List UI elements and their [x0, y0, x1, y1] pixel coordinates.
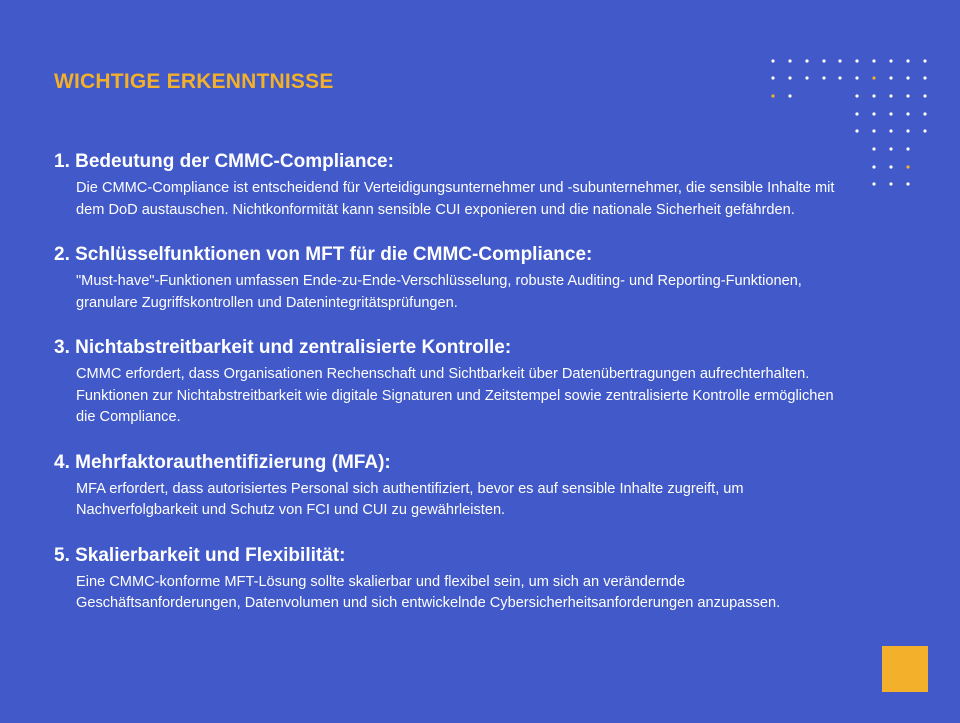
decorative-dot	[855, 129, 858, 132]
decorative-dot	[805, 76, 808, 79]
list-item	[54, 451, 844, 522]
item-title: 1. Bedeutung der CMMC-Compliance:	[54, 151, 394, 172]
decorative-dot	[906, 112, 909, 115]
list-item	[54, 243, 844, 314]
decorative-dot	[788, 94, 791, 97]
list-item	[54, 336, 844, 429]
decorative-dot	[906, 165, 909, 168]
decorative-dot	[889, 165, 892, 168]
item-body: CMMC erfordert, dass Organisationen Rechenschaft und Sichtbarkeit über Datenübertragungen aufrechterhalten. Funktionen zur Nichtabstreitbarkeit wie digitale Signaturen und Zeitstempel sowie zentralisierte Kontrolle ermöglichen die Compliance.	[76, 366, 834, 425]
item-title: 3. Nichtabstreitbarkeit und zentralisierte Kontrolle:	[54, 337, 512, 358]
decorative-dot	[838, 59, 841, 62]
decorative-dot	[923, 112, 926, 115]
key-findings-list	[54, 150, 844, 637]
decorative-dot	[923, 129, 926, 132]
decorative-dot	[889, 94, 892, 97]
decorative-dot	[889, 112, 892, 115]
decorative-dot	[788, 59, 791, 62]
decorative-dot	[788, 76, 791, 79]
decorative-dot	[855, 112, 858, 115]
decorative-dot	[906, 129, 909, 132]
decorative-dot	[822, 76, 825, 79]
decorative-dot	[872, 76, 875, 79]
decorative-dot	[822, 59, 825, 62]
decorative-dot	[771, 94, 774, 97]
decorative-dot	[771, 59, 774, 62]
page-heading: WICHTIGE ERKENNTNISSE	[54, 70, 334, 93]
list-item	[54, 544, 844, 615]
decorative-dot	[872, 182, 875, 185]
decorative-dot	[906, 147, 909, 150]
item-body: Die CMMC-Compliance ist entscheidend für Verteidigungsunternehmer und -subunternehmer, die sensible Inhalte mit dem DoD austauschen. Nichtkonformität kann sensible CUI exponieren und die nationale Sicherheit gefährden.	[76, 180, 835, 218]
item-title: 5. Skalierbarkeit und Flexibilität:	[54, 544, 346, 566]
decorative-dot	[889, 147, 892, 150]
decorative-dot	[855, 59, 858, 62]
item-body: "Must-have"-Funktionen umfassen Ende-zu-Ende-Verschlüsselung, robuste Auditing- und Reporting-Funktionen, granulare Zugriffskontrollen und Datenintegritätsprüfungen.	[76, 273, 802, 311]
decorative-dot	[923, 94, 926, 97]
decorative-dot	[906, 182, 909, 185]
decorative-dot	[889, 59, 892, 62]
decorative-dot	[771, 76, 774, 79]
decorative-dot	[923, 76, 926, 79]
decorative-dot	[872, 59, 875, 62]
decorative-dot	[889, 76, 892, 79]
decorative-dot	[906, 94, 909, 97]
decorative-square	[882, 646, 928, 692]
decorative-dot	[855, 94, 858, 97]
decorative-dot	[805, 59, 808, 62]
decorative-dot	[889, 129, 892, 132]
decorative-dot	[872, 129, 875, 132]
decorative-dot	[855, 76, 858, 79]
list-item	[54, 150, 844, 221]
decorative-dot	[872, 147, 875, 150]
decorative-dot	[872, 94, 875, 97]
decorative-dot	[923, 59, 926, 62]
decorative-dot	[906, 76, 909, 79]
decorative-dot	[838, 76, 841, 79]
item-title: 2. Schlüsselfunktionen von MFT für die CMMC-Compliance:	[54, 244, 593, 265]
decorative-dot	[889, 182, 892, 185]
decorative-dot	[906, 59, 909, 62]
item-body: MFA erfordert, dass autorisiertes Personal sich authentifiziert, bevor es auf sensible Inhalte zugreift, um Nachverfolgbarkeit und Schutz von FCI und CUI zu gewährleisten.	[76, 480, 744, 518]
decorative-dot	[872, 112, 875, 115]
decorative-dot	[872, 165, 875, 168]
item-body: Eine CMMC-konforme MFT-Lösung sollte skalierbar und flexibel sein, um sich an verändernde Geschäftsanforderungen, Datenvolumen und sich entwickelnde Cybersicherheitsanforderungen anzupassen.	[76, 573, 781, 611]
item-title: 4. Mehrfaktorauthentifizierung (MFA):	[54, 451, 391, 473]
